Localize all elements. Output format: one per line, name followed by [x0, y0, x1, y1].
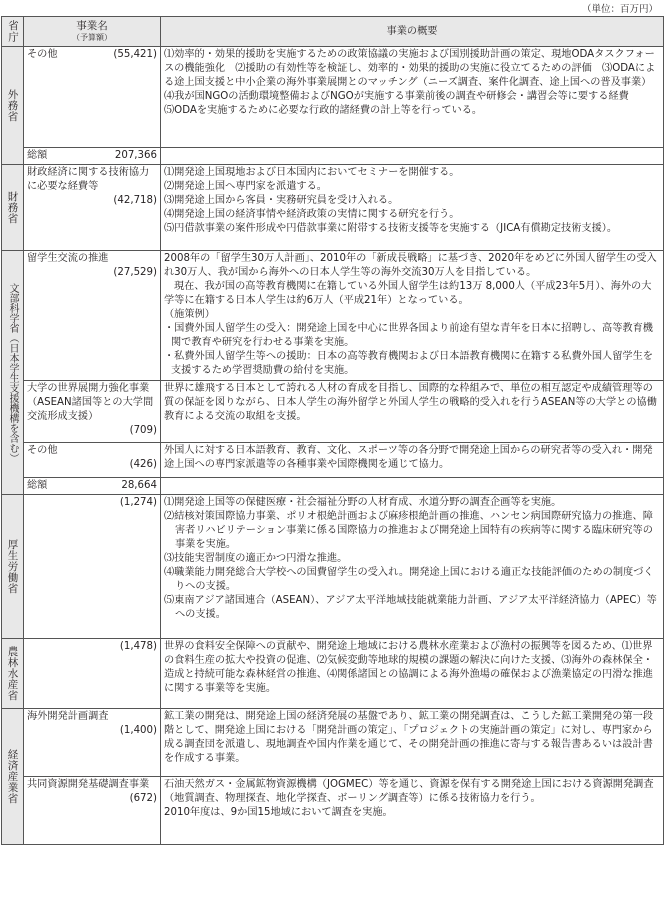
summary-cell: 鉱工業の開発は、開発途上国の経済発展の基盤であり、鉱工業の開発調査は、こうした鉱工業開発の第一段階として、開発途上国における「開発計画の策定」、「プロジェクトの実施計画の策定」に対し、専門家から成る調査団を派遣し、現地調査や国内作業を通じて、その開発計画の推進に寄与する報告書あるいは設計書を作成する事業。 — [161, 709, 664, 777]
project-name-cell: 留学生交流の推進 (27,529) — [24, 251, 161, 381]
total-value: 207,366 — [114, 150, 157, 161]
summary-cell: 外国人に対する日本語教育、教育、文化、スポーツ等の各分野で開発途上国からの研究者等の受入れ・開発途上国への専門家派遣等の各種事業や国際機関を通じて協力。 — [161, 443, 664, 478]
budget: (426) — [129, 459, 157, 470]
oda-budget-table — [1, 16, 664, 845]
summary-cell: 世界の食料安全保障への貢献や、開発途上地域における農林水産業および漁村の振興等を図るため、⑴世界の食料生産の拡大や投資の促進、⑵気候変動等地球的規模の課題の解決に向けた支援、⑶海外の森林保全・造成と持続可能な森林経営の推進、⑷関係諸国との協調による海外漁場の確保および漁業協定の円滑な推進に関する事業等を実施。 — [161, 639, 664, 709]
project-name-cell — [24, 639, 161, 709]
total-value: 28,664 — [121, 480, 157, 491]
table-row — [2, 251, 664, 381]
summary-cell: 石油天然ガス・金属鉱物資源機構（JOGMEC）等を通じ、資源を保有する開発途上国における資源開発調査（地質調査、物理探査、地化学探査、ボーリング調査等）に係る技術協力を行う。 2010年度は、9か国15地域において調査を実施。 — [161, 777, 664, 845]
table-row — [2, 443, 664, 478]
header-project-name — [24, 17, 161, 47]
table-row — [2, 47, 664, 148]
table-row — [2, 495, 664, 639]
ministry-cell-mext: 文部科学省（日本学生支援機構を含む） — [2, 251, 24, 495]
table-row — [2, 639, 664, 709]
ministry-cell-mhlw: 厚生労働省 — [2, 495, 24, 639]
header-ministry: 省庁 — [2, 17, 24, 47]
table-row — [2, 777, 664, 845]
ministry-cell-mofa: 外務省 — [2, 47, 24, 165]
ministry-cell-maff: 農林水産省 — [2, 639, 24, 709]
summary-cell: 2008年の「留学生30万人計画」、2010年の「新成長戦略」に基づき、2020年をめどに外国人留学生の受入れ30万人、我が国から海外への日本人学生等の海外交流30万人を目指している。 現在、我が国の高等教育機関に在籍している外国人留学生は約13万 8,000人（平成23年5月）、海外の大学等に在籍する日本人学生は約6万人（平成21年）となっている。 （施策例） ・国費外国人留学生の受入：開発途上国を中心に世界各国より前途有望な青年を日本に招聘し、高等教育機関で教育や研究を行わせる事業を実施。 ・私費外国人留学生等への援助：日本の高等教育機関および日本語教育機関に在籍する私費外国人留学生を支援するため学習奨励費の給付を実施。 — [161, 251, 664, 381]
budget: (672) — [129, 793, 157, 804]
unit-note: （単位：百万円） — [581, 4, 658, 15]
project-name-cell: 海外開発計画調査 (1,400) — [24, 709, 161, 777]
budget: (42,718) — [113, 195, 157, 206]
budget: (1,400) — [119, 725, 157, 736]
summary-cell: ⑴開発途上国等の保健医療・社会福祉分野の人材育成、水道分野の調査企画等を実施。 ⑵結核対策国際協力事業、ポリオ根絶計画および麻疹根絶計画の推進、ハンセン病国際研究協力の推進、障害者リハビリテーション事業に係る国際協力の推進および開発途上国特有の疾病等に関する臨床研究等の事業を実施。 ⑶技能実習制度の適正かつ円滑な推進。 ⑷職業能力開発総合大学校への国費留学生の受入れ。開発途上国における適正な技能評価のための制度づくりへの支援。 ⑸東南アジア諸国連合（ASEAN）、アジア太平洋地域技能就業能力計画、アジア太平洋経済協力（APEC）等への支援。 — [161, 495, 664, 639]
summary-cell: ⑴効率的・効果的援助を実施するための政策協議の実施および国別援助計画の策定、現地ODAタスクフォースの機能強化 ⑵援助の有効性等を検証し、効率的・効果的援助の実施に役立てるための評価 ⑶ODAによる途上国支援と中小企業の海外事業展開とのマッチング（ニーズ調査、案件化調査、途上国への普及事業） ⑷我が国NGOの活動環境整備およびNGOが実施する事業前後の調査や研修会・講習会等に要する経費 ⑸ODAを実施するために必要な行政的諸経費の計上等を行っている。 — [161, 47, 664, 148]
total-row — [2, 478, 664, 495]
project-name-cell: その他 (426) — [24, 443, 161, 478]
total-cell: 総額 28,664 — [24, 478, 161, 495]
project-name-cell — [24, 495, 161, 639]
budget: (1,274) — [119, 497, 157, 508]
total-cell: 総額 207,366 — [24, 148, 161, 165]
header-row — [2, 17, 664, 47]
project-name-cell: 財政経済に関する技術協力に必要な経費等 (42,718) — [24, 165, 161, 251]
project-name-cell: 大学の世界展開力強化事業（ASEAN諸国等との大学間交流形成支援） (709) — [24, 381, 161, 443]
summary-cell: ⑴開発途上国現地および日本国内においてセミナーを開催する。 ⑵開発途上国へ専門家を派遣する。 ⑶開発途上国から客員・実務研究員を受け入れる。 ⑷開発途上国の経済事情や経済政策の実情に関する研究を行う。 ⑸円借款事業の案件形成や円借款事業に附帯する技術支援等を実施する（JICA有償勘定技術支援）。 — [161, 165, 664, 251]
header-project-name-label: 事業名 — [76, 20, 108, 32]
budget: (1,478) — [119, 641, 157, 652]
ministry-cell-mof: 財務省 — [2, 165, 24, 251]
header-summary: 事業の概要 — [161, 17, 664, 47]
ministry-cell-meti: 経済産業省 — [2, 709, 24, 845]
project-name-cell: その他 (55,421) — [24, 47, 161, 148]
budget: (709) — [129, 425, 157, 436]
table-row — [2, 165, 664, 251]
budget: (27,529) — [113, 267, 157, 278]
summary-cell: 世界に雄飛する日本として誇れる人材の育成を目指し、国際的な枠組みで、単位の相互認定や成績管理等の質の保証を図りながら、日本人学生の海外留学と外国人学生の戦略的受入れを行うASEAN等の大学との協働教育による交流の取組を支援。 — [161, 381, 664, 443]
header-project-name-sub: （予算額） — [72, 33, 112, 42]
project-name-cell: 共同資源開発基礎調査事業 (672) — [24, 777, 161, 845]
total-row — [2, 148, 664, 165]
table-row — [2, 709, 664, 777]
budget: (55,421) — [113, 49, 157, 60]
table-row — [2, 381, 664, 443]
